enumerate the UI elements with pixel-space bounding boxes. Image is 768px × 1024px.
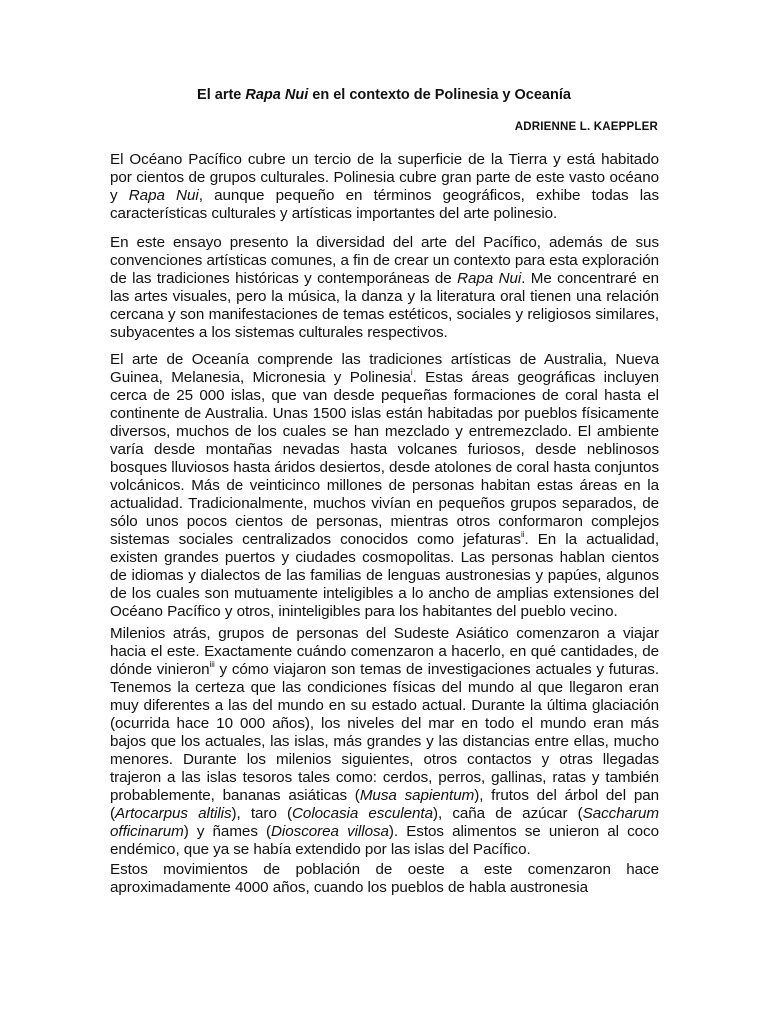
footnote-ref-i: i: [410, 368, 413, 377]
author-name: ADRIENNE L. KAEPPLER: [514, 121, 658, 133]
paragraph-4: Milenios atrás, grupos de personas del Sudeste Asiático comenzaron a viajar hacia el este. Exactamente cuándo comenzaron a hacerlo, en qué cantidades, de dónde vinieron$^{iii}$ y cómo viajaron son temas de investigaciones actuales y futuras. Tenemos la certeza que las condiciones físicas del mundo al que llegaron eran muy diferentes a las del mundo en su estado actual. Durante la última glaciación (ocurrida hace 10 000 años), los niveles del mar en todo el mundo eran más bajos que los actuales, las islas, más grandes y las distancias entre ellas, mucho menores. Durante los milenios siguientes, otros contactos y otras llegadas trajeron a las islas tesoros tales como: cerdos, perros, gallinas, ratas y también probablemente, bananas asiáticas (Musa sapientum), frutos del árbol del pan (Artocarpus altilis), taro (Colocasia esculenta), caña de azúcar (Saccharum officinarum) y ñames (Dioscorea villosa). Estos alimentos se unieron al coco endémico, que ya se había extendido por las islas del Pacífico.: [110, 625, 660, 858]
paragraph-2: En este ensayo presento la diversidad del arte del Pacífico, además de sus convenciones artísticas comunes, a fin de crear un contexto para esta exploración de las tradiciones históricas y contemporáneas de Rapa Nui. Me concentraré en las artes visuales, pero la música, la danza y la literatura oral tienen una relación cercana y son manifestaciones de temas estéticos, sociales y religiosos similares, subyacentes a los sistemas culturales respectivos.: [110, 234, 660, 341]
footnote-ref-ii: ii: [520, 530, 525, 539]
paragraph-1: El Océano Pacífico cubre un tercio de la superficie de la Tierra y está habitado por cientos de grupos culturales. Polinesia cubre gran parte de este vasto océano y Rapa Nui, aunque pequeño en términos geográficos, exhibe todas las características culturales y artísticas importantes del arte polinesio.: [110, 151, 659, 222]
footnote-ref-iii: iii: [209, 660, 215, 669]
paragraph-3: El arte de Oceanía comprende las tradiciones artísticas de Australia, Nueva Guinea, Melanesia, Micronesia y Polinesia$^i$. Estas áreas geográficas incluyen cerca de 25 000 islas, que van desde pequeñas formaciones de coral hasta el continente de Australia. Unas 1500 islas están habitadas por pueblos físicamente diversos, muchos de los cuales se han mezclado y entremezclado. El ambiente varía desde montañas nevadas hasta volcanes furiosos, desde neblinosos bosques lluviosos hasta áridos desiertos, desde atolones de coral hasta conjuntos volcánicos. Más de veinticinco millones de personas habitan estas áreas en la actualidad. Tradicionalmente, muchos vivían en pequeños grupos separados, de sólo unos pocos cientos de personas, mientras otros conformaron complejos sistemas sociales centralizados conocidos como jefaturas$^{ii}$. En la actualidad, existen grandes puertos y ciudades cosmopolitas. Las personas hablan cientos de idiomas y dialectos de las familias de lenguas austronesias y papúes, algunos de los cuales son mutuamente inteligibles a lo ancho de amplias extensiones del Océano Pacífico y otros, ininteligibles para los habitantes del pueblo vecino.: [110, 351, 659, 620]
document-title: El arte Rapa Nui en el contexto de Polinesia y Oceanía: [197, 87, 571, 103]
paragraph-5: Estos movimientos de población de oeste a este comenzaron hace aproximadamente 4000 años, cuando los pueblos de habla austronesia: [110, 861, 659, 896]
